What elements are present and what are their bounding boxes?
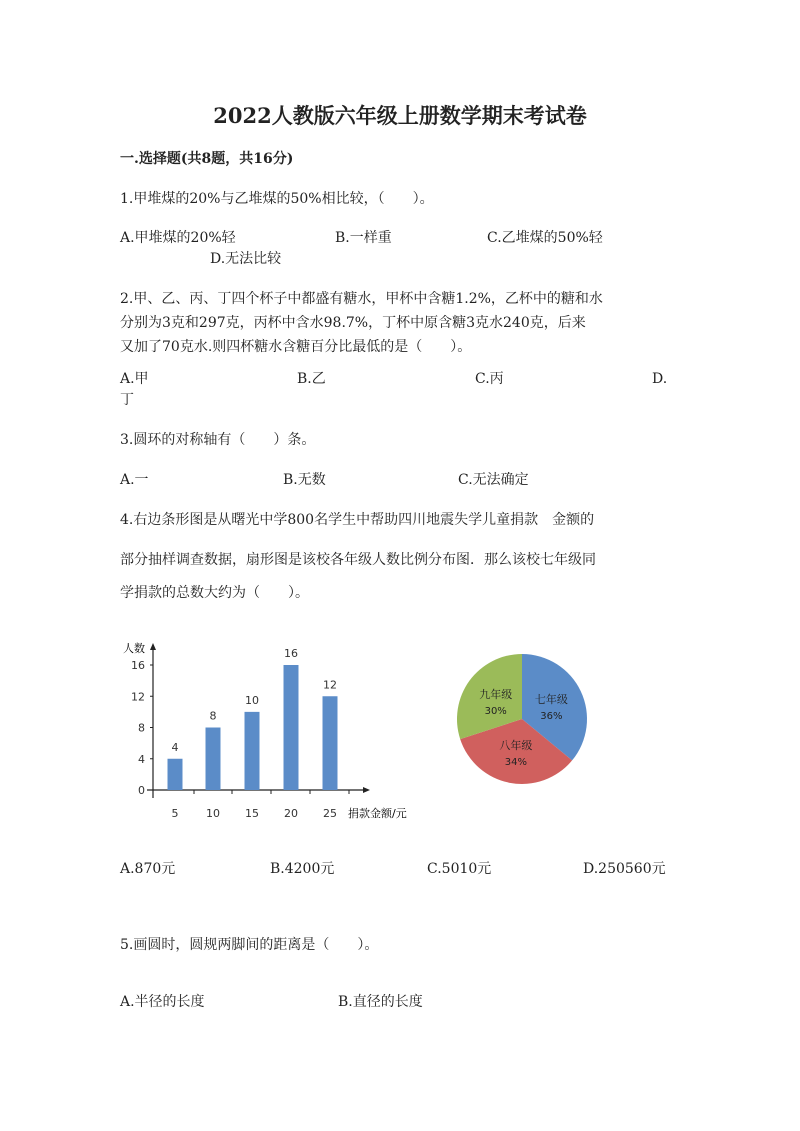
question-2-stem-line1: 2.甲、乙、丙、丁四个杯子中都盛有糖水，甲杯中含糖1.2%，乙杯中的糖和水 [120, 291, 603, 307]
q2-option-c: C.丙 [475, 371, 504, 387]
q5-option-a: A.半径的长度 [120, 994, 205, 1010]
q2-option-b: B.乙 [297, 371, 326, 387]
q4-option-d: D.250560元 [583, 861, 666, 877]
bar-value-label: 4 [171, 740, 179, 754]
q3-option-a: A.一 [120, 472, 149, 488]
question-2-stem-line3: 又加了70克水.则四杯糖水含糖百分比最低的是（ ）。 [120, 339, 472, 355]
question-4-stem-line1: 4.右边条形图是从曙光中学800名学生中帮助四川地震失学儿童捐款 金额的 [120, 512, 595, 528]
question-3-stem: 3.圆环的对称轴有（ ）条。 [120, 432, 316, 448]
page-title: 2022人教版六年级上册数学期末考试卷 [213, 103, 587, 128]
question-1-stem: 1.甲堆煤的20%与乙堆煤的50%相比较，（ ）。 [120, 191, 434, 207]
q5-option-b: B.直径的长度 [338, 994, 423, 1010]
q3-option-c: C.无法确定 [458, 472, 529, 488]
q2-option-d: D. [652, 371, 668, 387]
y-tick-label: 0 [138, 784, 145, 797]
x-tick-label: 5 [171, 807, 179, 820]
x-tick-label: 25 [323, 807, 337, 820]
q1-option-a: A.甲堆煤的20%轻 [120, 230, 236, 246]
section-heading: 一.选择题(共8题，共16分) [120, 151, 294, 167]
question-2-stem-line2: 分别为3克和297克，丙杯中含水98.7%，丁杯中原含糖3克水240克，后来 [120, 315, 586, 331]
x-tick-label: 15 [245, 807, 259, 820]
q3-option-b: B.无数 [283, 472, 326, 488]
q1-option-d: D.无法比较 [210, 251, 282, 267]
x-tick-label: 10 [206, 807, 220, 820]
bar-chart-xlabel: 捐款金额/元 [348, 807, 407, 820]
bar-value-label: 16 [284, 647, 298, 660]
q2-option-a: A.甲 [120, 371, 149, 387]
pie-slice-label: 七年级 [534, 693, 568, 707]
bar-value-label: 10 [245, 693, 259, 707]
q1-option-c: C.乙堆煤的50%轻 [487, 230, 603, 246]
bar-value-label: 12 [323, 678, 337, 692]
y-tick-label: 12 [131, 690, 145, 704]
y-tick-label: 4 [138, 752, 145, 766]
pie-slice-value: 36% [540, 711, 563, 723]
y-tick-label: 16 [131, 659, 145, 672]
pie-slice-value: 30% [484, 705, 507, 717]
y-tick-label: 8 [138, 721, 145, 735]
x-tick-label: 20 [284, 807, 298, 820]
q4-option-a: A.870元 [120, 861, 176, 877]
pie-slice-label: 八年级 [499, 738, 533, 752]
q1-option-b: B.一样重 [335, 230, 392, 246]
q4-option-c: C.5010元 [427, 861, 492, 877]
question-4-stem-line2: 部分抽样调查数据，扇形图是该校各年级人数比例分布图．那么该校七年级同 [120, 552, 596, 568]
bar-chart-ylabel: 人数 [123, 642, 145, 655]
question-4-stem-line3: 学捐款的总数大约为（ ）。 [120, 585, 309, 601]
q4-option-b: B.4200元 [270, 861, 335, 877]
q2-option-d-text: 丁 [120, 392, 134, 408]
pie-slice-label: 九年级 [479, 687, 513, 701]
question-5-stem: 5.画圆时，圆规两脚间的距离是（ ）。 [120, 937, 379, 953]
pie-slice-value: 34% [504, 756, 528, 768]
bar-value-label: 8 [209, 709, 217, 723]
